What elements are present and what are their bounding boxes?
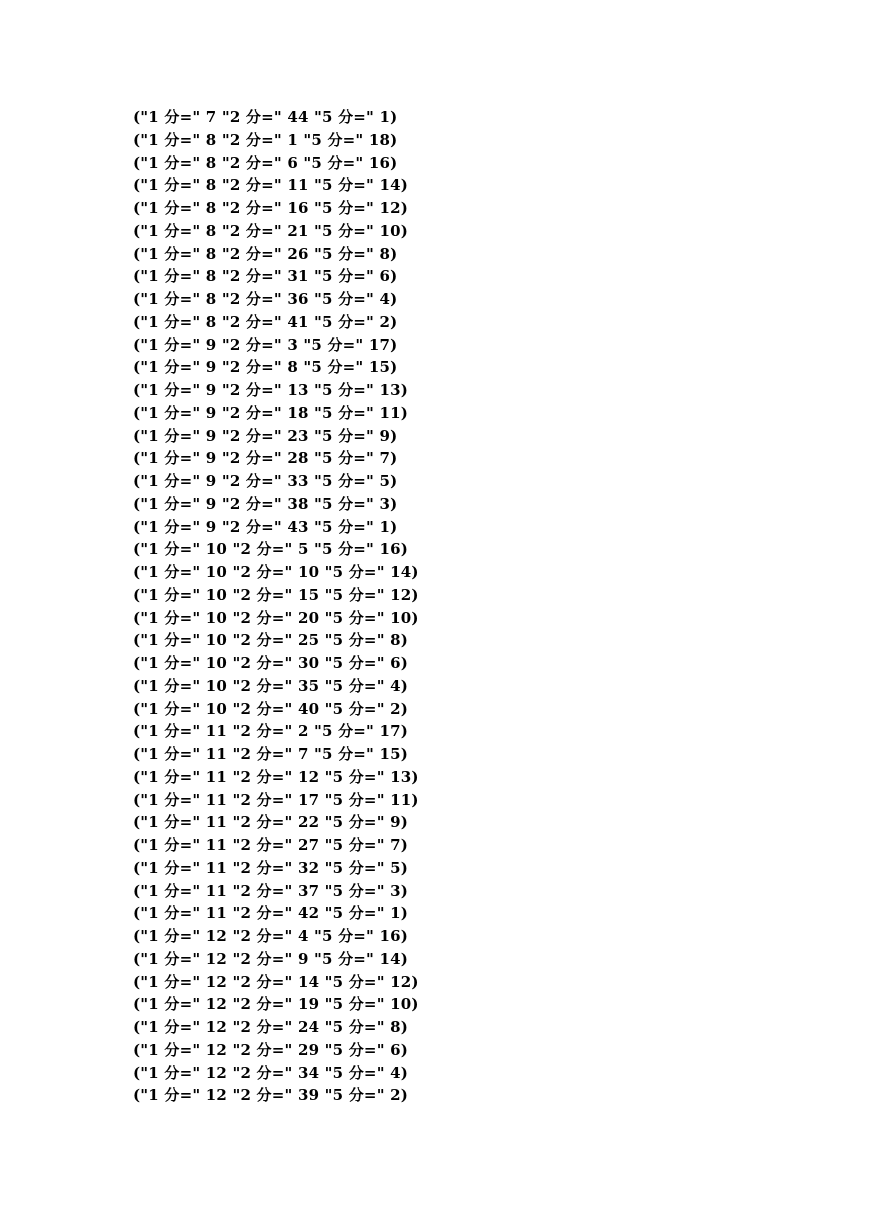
text-line: ("1 分=" 8 "2 分=" 1 "5 分=" 18) [133, 130, 398, 149]
text-line: ("1 分=" 9 "2 分=" 23 "5 分=" 9) [133, 426, 398, 445]
text-line: ("1 分=" 9 "2 分=" 43 "5 分=" 1) [133, 517, 398, 536]
text-line: ("1 分=" 12 "2 分=" 34 "5 分=" 4) [133, 1063, 409, 1082]
text-line: ("1 分=" 9 "2 分=" 28 "5 分=" 7) [133, 449, 398, 468]
text-line: ("1 分=" 9 "2 分=" 33 "5 分=" 5) [133, 472, 398, 490]
text-line: ("1 分=" 10 "2 分=" 40 "5 分=" 2) [133, 699, 409, 718]
text-line: ("1 分=" 11 "2 分=" 12 "5 分=" 13) [133, 767, 419, 786]
text-line: ("1 分=" 8 "2 分=" 31 "5 分=" 6) [133, 267, 398, 286]
text-line: ("1 分=" 12 "2 分=" 24 "5 分=" 8) [133, 1018, 409, 1036]
text-line: ("1 分=" 10 "2 分=" 30 "5 分=" 6) [133, 654, 409, 672]
text-line: ("1 分=" 10 "2 分=" 35 "5 分=" 4) [133, 676, 409, 695]
text-line: ("1 分=" 11 "2 分=" 22 "5 分=" 9) [133, 813, 409, 832]
text-line: ("1 分=" 11 "2 分=" 42 "5 分=" 1) [133, 904, 409, 923]
text-line: ("1 分=" 8 "2 分=" 11 "5 分=" 14) [133, 176, 409, 195]
text-line: ("1 分=" 11 "2 分=" 37 "5 分=" 3) [133, 881, 409, 900]
text-line: ("1 分=" 7 "2 分=" 44 "5 分=" 1) [133, 108, 398, 126]
text-line: ("1 分=" 12 "2 分=" 39 "5 分=" 2) [133, 1086, 409, 1105]
text-line: ("1 分=" 12 "2 分=" 29 "5 分=" 6) [133, 1040, 409, 1059]
text-line: ("1 分=" 8 "2 分=" 41 "5 分=" 2) [133, 312, 398, 331]
text-line: ("1 分=" 12 "2 分=" 14 "5 分=" 12) [133, 972, 419, 991]
text-line: ("1 分=" 9 "2 分=" 8 "5 分=" 15) [133, 358, 398, 377]
text-line: ("1 分=" 12 "2 分=" 4 "5 分=" 16) [133, 927, 409, 945]
text-line: ("1 分=" 9 "2 分=" 3 "5 分=" 17) [133, 335, 398, 354]
text-line: ("1 分=" 8 "2 分=" 26 "5 分=" 8) [133, 244, 398, 263]
text-line: ("1 分=" 12 "2 分=" 9 "5 分=" 14) [133, 949, 409, 968]
text-line: ("1 分=" 8 "2 分=" 16 "5 分=" 12) [133, 199, 409, 217]
text-line: ("1 分=" 11 "2 分=" 7 "5 分=" 15) [133, 745, 409, 763]
text-line: ("1 分=" 10 "2 分=" 25 "5 分=" 8) [133, 631, 409, 650]
text-line: ("1 分=" 11 "2 分=" 27 "5 分=" 7) [133, 836, 409, 854]
text-line: ("1 分=" 10 "2 分=" 5 "5 分=" 16) [133, 540, 409, 559]
text-line: ("1 分=" 8 "2 分=" 21 "5 分=" 10) [133, 221, 409, 240]
text-line: ("1 分=" 8 "2 分=" 6 "5 分=" 16) [133, 153, 398, 172]
text-line: ("1 分=" 10 "2 分=" 10 "5 分=" 14) [133, 563, 419, 581]
text-line: ("1 分=" 9 "2 分=" 38 "5 分=" 3) [133, 494, 398, 513]
text-line: ("1 分=" 12 "2 分=" 19 "5 分=" 10) [133, 995, 419, 1014]
text-line: ("1 分=" 11 "2 分=" 2 "5 分=" 17) [133, 722, 409, 741]
text-line: ("1 分=" 9 "2 分=" 18 "5 分=" 11) [133, 403, 409, 422]
text-line-list [133, 106, 419, 1107]
text-line: ("1 分=" 9 "2 分=" 13 "5 分=" 13) [133, 381, 409, 399]
text-line: ("1 分=" 10 "2 分=" 20 "5 分=" 10) [133, 608, 419, 627]
text-line: ("1 分=" 10 "2 分=" 15 "5 分=" 12) [133, 585, 419, 604]
text-line: ("1 分=" 11 "2 分=" 32 "5 分=" 5) [133, 858, 409, 877]
text-line: ("1 分=" 8 "2 分=" 36 "5 分=" 4) [133, 290, 398, 308]
text-line: ("1 分=" 11 "2 分=" 17 "5 分=" 11) [133, 790, 419, 809]
